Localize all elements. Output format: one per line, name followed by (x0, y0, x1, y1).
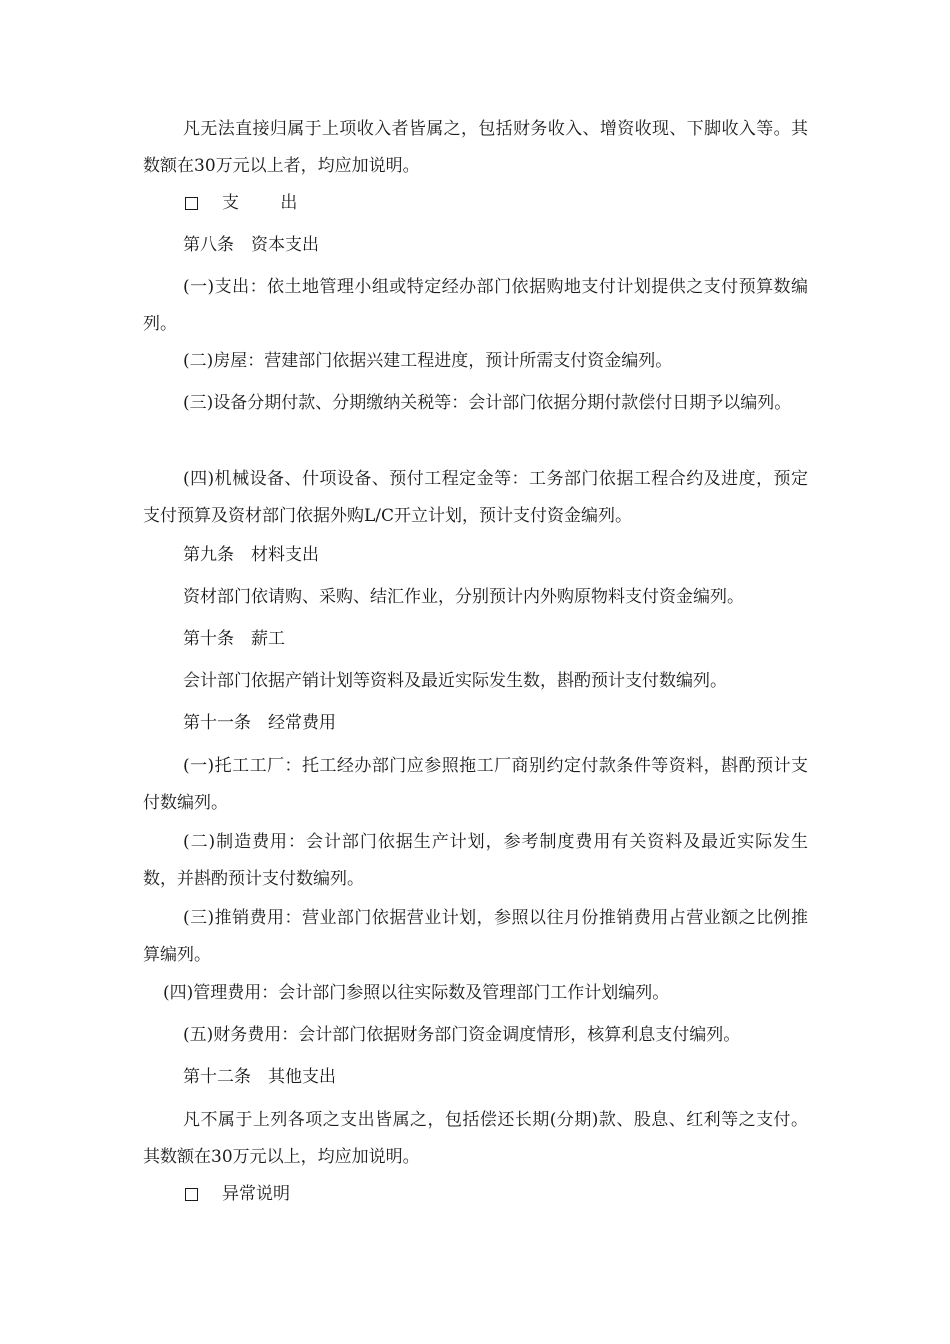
section-title: 支 出 (222, 193, 316, 213)
checkbox-icon (185, 197, 198, 210)
article-9-body: 资材部门依请购、采购、结汇作业，分别预计内外购原物料支付资金编列。 (183, 587, 744, 607)
article-10-body: 会计部门依据产销计划等资料及最近实际发生数，斟酌预计支付数编列。 (183, 671, 727, 691)
article-10-title: 第十条 薪工 (183, 629, 285, 649)
article-11-title: 第十一条 经常费用 (183, 713, 336, 733)
article-11-item-5: (五)财务费用：会计部门依据财务部门资金调度情形，核算利息支付编列。 (183, 1025, 741, 1045)
checkbox-icon (185, 1188, 198, 1201)
section-title: 异常说明 (222, 1184, 290, 1204)
section-heading-anomaly (185, 1176, 850, 1213)
article-8-item-4: (四)机械设备、什项设备、预付工程定金等：工务部门依据工程合约及进度，预定支付预算及资材部门依据外购L/C开立计划，预计支付资金编列。 (143, 469, 808, 526)
article-12-body: 凡不属于上列各项之支出皆属之，包括偿还长期(分期)款、股息、红利等之支付。其数额在30万元以上，均应加说明。 (143, 1110, 808, 1167)
article-11-item-1: (一)托工工厂：托工经办部门应参照拖工厂商别约定付款条件等资料，斟酌预计支付数编列。 (143, 756, 808, 813)
article-11-item-4: (四)管理费用：会计部门参照以往实际数及管理部门工作计划编列。 (163, 983, 670, 1003)
article-8-item-3: (三)设备分期付款、分期缴纳关税等：会计部门依据分期付款偿付日期予以编列。 (183, 393, 792, 413)
article-12-title: 第十二条 其他支出 (183, 1067, 336, 1087)
paragraph-other-income: 凡无法直接归属于上项收入者皆属之，包括财务收入、增资收现、下脚收入等。其数额在30万元以上者，均应加说明。 (143, 119, 808, 176)
section-heading-expenditure (185, 185, 850, 222)
article-11-item-2: (二)制造费用：会计部门依据生产计划，参考制度费用有关资料及最近实际发生数，并斟酌预计支付数编列。 (143, 832, 808, 889)
article-11-item-3: (三)推销费用：营业部门依据营业计划，参照以往月份推销费用占营业额之比例推算编列。 (143, 908, 808, 965)
article-8-item-2: (二)房屋：营建部门依据兴建工程进度，预计所需支付资金编列。 (183, 351, 673, 371)
article-9-title: 第九条 材料支出 (183, 545, 319, 565)
article-8-item-1: (一)支出：依土地管理小组或特定经办部门依据购地支付计划提供之支付预算数编列。 (143, 277, 808, 334)
article-8-title: 第八条 资本支出 (183, 235, 319, 255)
